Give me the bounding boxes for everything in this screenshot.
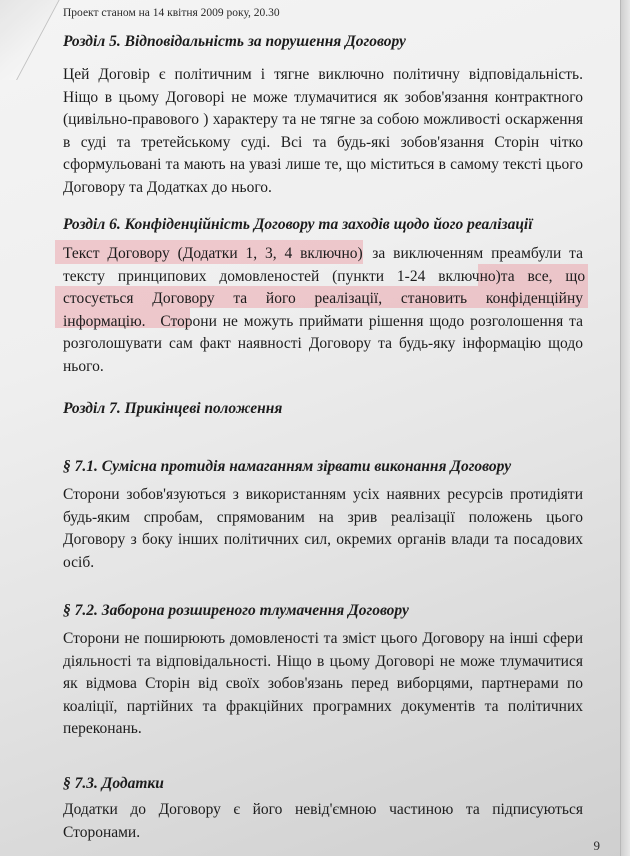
text-line: як відмова Сторін від своїх зобов'язань перед виборцями, партнерами по xyxy=(63,675,583,693)
draft-date-note: Проект станом на 14 квітня 2009 року, 20.30 xyxy=(63,7,280,19)
text-line: Сторони зобов'язуються з використанням усіх наявних ресурсів протидіяти xyxy=(63,486,583,503)
text-line: будь-яким спробам, спрямованим на зрив реалізації положень цього xyxy=(63,508,583,526)
text-line: Сторонами. xyxy=(63,823,141,841)
highlighted-text: Текст Договору (Додатки 1, 3, 4 включно) xyxy=(63,245,363,262)
text-line: (цивільно-правового ) характеру та не тягне за собою можливості оскарження xyxy=(63,111,583,129)
text-line: Договору та Додатках до нього. xyxy=(63,178,272,196)
text-segment: за виключенням преамбули та xyxy=(372,245,583,262)
section-6-body xyxy=(63,243,586,379)
page-number: 9 xyxy=(593,838,600,853)
section-5-body xyxy=(63,64,583,200)
subsection-7-2-title: § 7.2. Заборона розширеного тлумачення Договору xyxy=(63,602,409,619)
section-5-title: Розділ 5. Відповідальність за порушення Договору xyxy=(63,33,406,50)
page-fold xyxy=(0,0,65,80)
text-line xyxy=(63,243,583,266)
highlighted-text: стосується Договору та його реалізації, становить конфіденційну xyxy=(63,290,583,308)
text-line: сформульовані та мають на увазі лише те, що міститься в самому тексті цього xyxy=(63,156,583,174)
highlighted-text: та все, що xyxy=(500,267,586,285)
text-line: Сторони не поширюють домовленості та зміст цього Договору на інші сфери xyxy=(63,630,583,647)
text-line: Ніщо в цьому Договорі не може тлумачитися як зобов'язання контрактного xyxy=(63,88,583,106)
text-line: діяльності та відповідальності. Ніщо в цьому Договорі не може тлумачитися xyxy=(63,652,583,670)
subsection-7-1-body xyxy=(63,484,583,574)
text-segment: тексту принципових домовленостей (пункти 1-24 включно) xyxy=(63,267,501,285)
subsection-7-3-body xyxy=(63,799,583,844)
section-7-title: Розділ 7. Прикінцеві положення xyxy=(63,400,283,417)
text-line xyxy=(63,311,583,334)
section-6-title: Розділ 6. Конфіденційність Договору та заходів щодо його реалізації xyxy=(63,216,533,233)
text-line: коаліції, партійних та фракційних програмних документів та політичних xyxy=(63,697,583,715)
text-line: Цей Договір є політичним і тягне виключно політичну відповідальність. xyxy=(63,66,583,83)
text-segment: Сторони не можуть приймати рішення щодо розголошення та xyxy=(160,312,583,330)
text-line: нього. xyxy=(63,357,104,375)
subsection-7-1-title: § 7.1. Сумісна протидія намаганням зірвати виконання Договору xyxy=(63,458,512,475)
highlighted-text: інформацію. xyxy=(63,312,146,330)
page-edge xyxy=(620,0,630,856)
text-line: в суді та третейському суді. Всі та будь-які зобов'язання Сторін чітко xyxy=(63,133,583,151)
text-line: Договору з боку інших політичних сил, окремих органів влади та посадових xyxy=(63,531,583,549)
text-line: переконань. xyxy=(63,720,142,738)
text-line: розголошувати сам факт наявності Договору та будь-яку інформацію щодо xyxy=(63,335,583,353)
subsection-7-2-body xyxy=(63,628,583,741)
text-line xyxy=(63,266,586,289)
text-line xyxy=(63,288,583,311)
subsection-7-3-title: § 7.3. Додатки xyxy=(63,775,164,792)
text-line: осіб. xyxy=(63,553,95,571)
text-line: Додатки до Договору є його невід'ємною частиною та підписуються xyxy=(63,801,583,818)
